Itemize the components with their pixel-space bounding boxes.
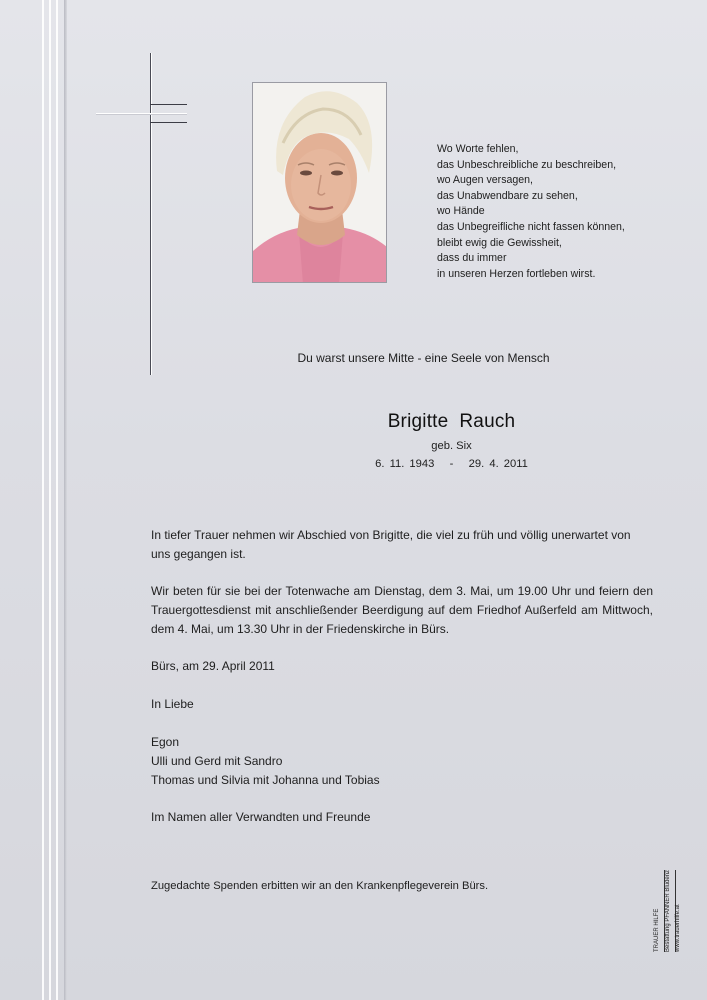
poem-line: in unseren Herzen fortleben wirst. bbox=[437, 267, 596, 280]
decorative-stripe bbox=[56, 0, 58, 1000]
decorative-stripe bbox=[42, 0, 44, 1000]
family-member: Ulli und Gerd mit Sandro bbox=[151, 754, 283, 768]
poem-line: wo Augen versagen, bbox=[437, 174, 534, 187]
decorative-stripe-shadow bbox=[64, 0, 67, 1000]
deceased-name: Brigitte Rauch bbox=[387, 411, 516, 432]
cross-line-top bbox=[150, 104, 187, 105]
funeral-home-logo bbox=[652, 870, 682, 952]
poem-line: wo Hände bbox=[437, 205, 485, 218]
family-list bbox=[151, 733, 653, 790]
donations-note: Zugedachte Spenden erbitten wir an den Krankenpflegeverein Bürs. bbox=[151, 880, 489, 892]
place-date: Bürs, am 29. April 2011 bbox=[151, 659, 275, 673]
portrait-photo bbox=[252, 82, 387, 283]
family-member: Egon bbox=[151, 735, 180, 749]
motto bbox=[0, 351, 707, 365]
poem-line: dass du immer bbox=[437, 252, 507, 265]
relatives-note: Im Namen aller Verwandten und Freunde bbox=[151, 810, 371, 824]
cross-horizontal-bar bbox=[96, 113, 187, 115]
logo-text: Bestattung PFANNER Bludenz bbox=[665, 869, 671, 952]
logo-text: TRAUER HILFE bbox=[654, 908, 660, 952]
motto-text: Du warst unsere Mitte - eine Seele von Mensch bbox=[297, 351, 550, 365]
farewell-paragraph: In tiefer Trauer nehmen wir Abschied von Brigitte, die viel zu früh und völlig unerwartet von uns gegangen ist. bbox=[151, 528, 631, 561]
decorative-stripe bbox=[49, 0, 51, 1000]
logo-text: www.trauerhilfe.at bbox=[675, 904, 681, 952]
poem-line: Wo Worte fehlen, bbox=[437, 143, 519, 155]
funeral-details-paragraph: Wir beten für sie bei der Totenwache am Dienstag, dem 3. Mai, um 19.00 Uhr und feiern den Trauergottesdienst mit anschließender Beerdigung auf dem Friedhof Außerfeld am Mittwoch, dem 4. Mai, um 13.30 Uhr in der Friedenskirche in Bürs. bbox=[151, 584, 653, 636]
cross-vertical-bar bbox=[150, 53, 152, 375]
birth-name: geb. Six bbox=[431, 440, 472, 452]
cross-line-bottom bbox=[150, 122, 187, 123]
life-dates: 6. 11. 1943 - 29. 4. 2011 bbox=[375, 458, 528, 470]
poem-line: bleibt ewig die Gewissheit, bbox=[437, 236, 562, 249]
poem-line: das Unbegreifliche nicht fassen können, bbox=[437, 220, 625, 233]
family-member: Thomas und Silvia mit Johanna und Tobias bbox=[151, 773, 380, 787]
poem-line: das Unabwendbare zu sehen, bbox=[437, 189, 578, 202]
poem bbox=[437, 142, 667, 282]
in-love: In Liebe bbox=[151, 697, 194, 711]
poem-line: das Unbeschreibliche zu beschreiben, bbox=[437, 158, 617, 171]
